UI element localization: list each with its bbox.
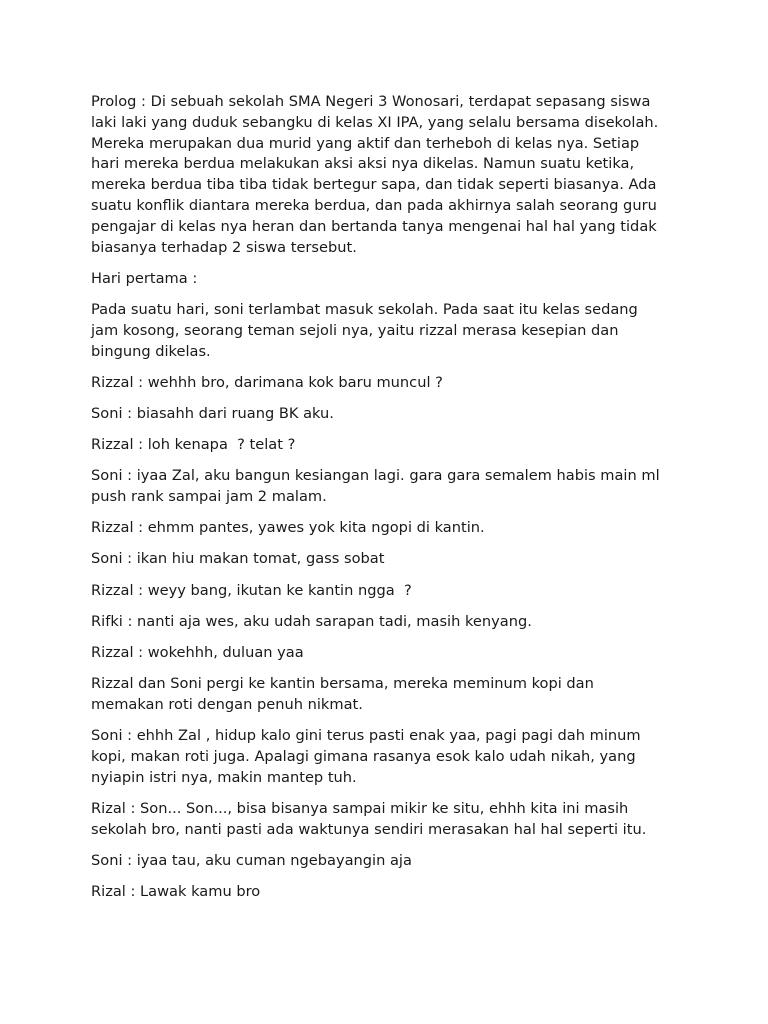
dialogue-line: Rizzal : wehhh bro, darimana kok baru muncul ? <box>91 373 443 391</box>
dialogue-line: Rizzal : weyy bang, ikutan ke kantin ngga ? <box>91 581 412 599</box>
dialogue-line: Soni : iyaa Zal, aku bangun kesiangan lagi. gara gara semalem habis main ml push rank sampai jam 2 malam. <box>91 467 660 506</box>
document-body <box>91 92 691 913</box>
dialogue-line: Rizzal : loh kenapa ? telat ? <box>91 436 296 454</box>
paragraph-narration: Rizzal dan Soni pergi ke kantin bersama, mereka meminum kopi dan memakan roti dengan penuh nikmat. <box>91 675 594 714</box>
paragraph-heading-day-one: Hari pertama : <box>91 269 198 287</box>
dialogue-line: Soni : biasahh dari ruang BK aku. <box>91 404 334 422</box>
paragraph-prolog: Prolog : Di sebuah sekolah SMA Negeri 3 Wonosari, terdapat sepasang siswa laki laki yang duduk sebangku di kelas XI IPA, yang selalu bersama disekolah. Mereka merupakan dua murid yang aktif dan terheboh di kelas nya. Setiap hari mereka berdua melakukan aksi aksi nya dikelas. Namun suatu ketika, mereka berdua tiba tiba tidak bertegur sapa, dan tidak seperti biasanya. Ada suatu konflik diantara mereka berdua, dan pada akhirnya salah seorang guru pengajar di kelas nya heran dan bertanda tanya mengenai hal hal yang tidak biasanya terhadap 2 siswa tersebut. <box>91 93 659 256</box>
dialogue-line: Rizzal : ehmm pantes, yawes yok kita ngopi di kantin. <box>91 519 485 537</box>
dialogue-line: Rizal : Son... Son..., bisa bisanya sampai mikir ke situ, ehhh kita ini masih sekolah bro, nanti pasti ada waktunya sendiri merasakan hal hal seperti itu. <box>91 799 647 838</box>
dialogue-line: Rizal : Lawak kamu bro <box>91 883 261 901</box>
dialogue-line: Soni : ikan hiu makan tomat, gass sobat <box>91 550 385 568</box>
dialogue-line: Soni : ehhh Zal , hidup kalo gini terus pasti enak yaa, pagi pagi dah minum kopi, makan roti juga. Apalagi gimana rasanya esok kalo udah nikah, yang nyiapin istri nya, makin mantep tuh. <box>91 727 641 786</box>
dialogue-line: Rifki : nanti aja wes, aku udah sarapan tadi, masih kenyang. <box>91 612 532 630</box>
dialogue-line: Rizzal : wokehhh, duluan yaa <box>91 644 304 662</box>
dialogue-line: Soni : iyaa tau, aku cuman ngebayangin aja <box>91 851 412 869</box>
paragraph-narration: Pada suatu hari, soni terlambat masuk sekolah. Pada saat itu kelas sedang jam kosong, seorang teman sejoli nya, yaitu rizzal merasa kesepian dan bingung dikelas. <box>91 300 638 360</box>
